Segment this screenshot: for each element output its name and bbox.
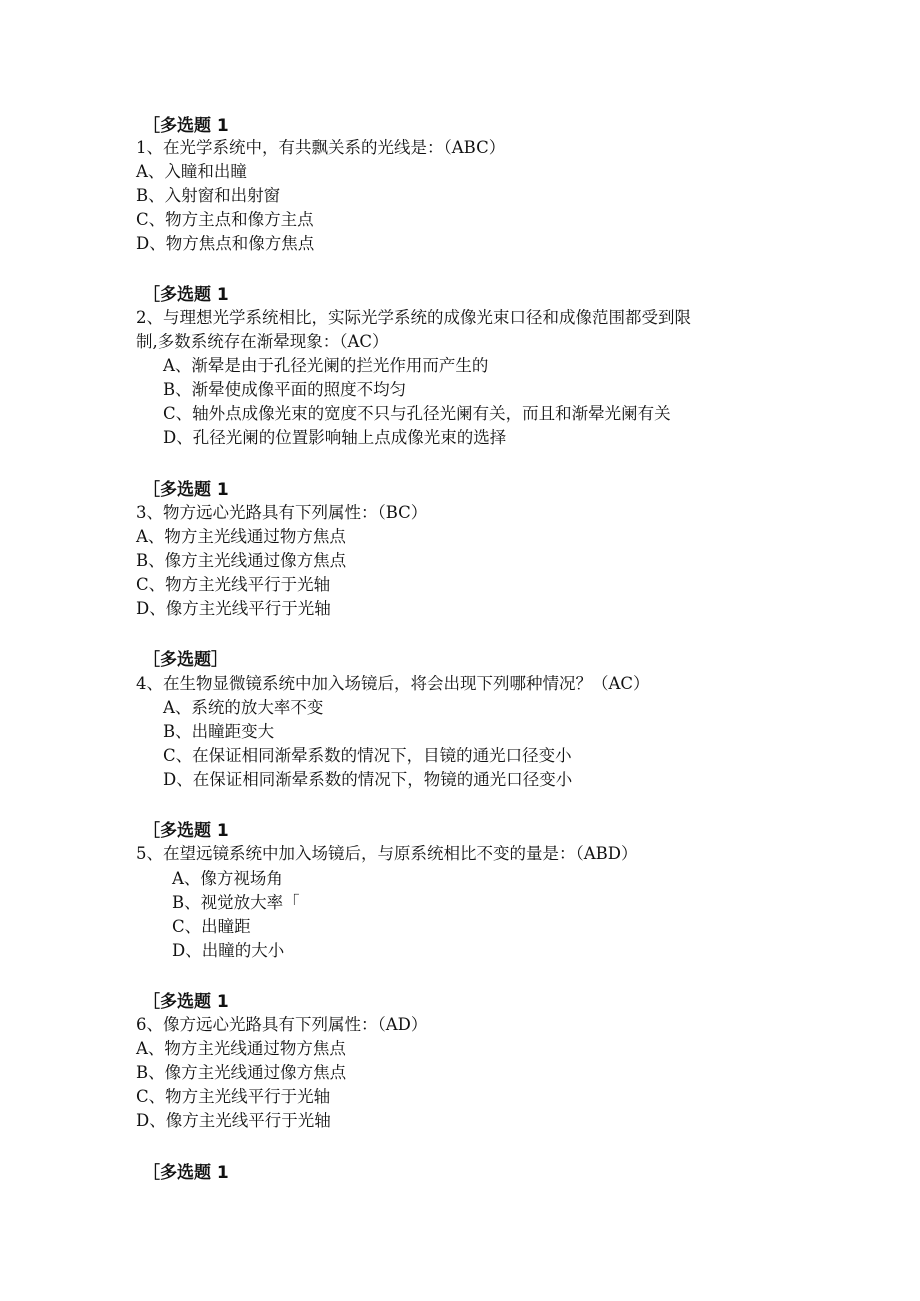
option-a: A、系统的放大率不变 [163,698,324,717]
question-type-header: ［多选题 1 [143,285,229,305]
option-b: B、渐晕使成像平面的照度不均匀 [163,380,407,399]
option-c: C、物方主光线平行于光轴 [136,1087,331,1106]
question-type-header: ［多选题 1 [143,480,229,500]
option-c: C、物方主点和像方主点 [136,210,314,229]
option-c: C、物方主光线平行于光轴 [136,575,331,594]
question-text: 1、在光学系统中，有共飘关系的光线是：（ABC） [136,138,506,157]
question-text: 2、与理想光学系统相比，实际光学系统的成像光束口径和成像范围都受到限 [136,308,691,327]
question-type-header: ［多选题 1 [143,992,229,1012]
question-type-header: ［多选题 1 [143,1163,229,1183]
question-type-header: ［多选题］ [143,650,228,670]
option-d: D、在保证相同渐晕系数的情况下，物镜的通光口径变小 [163,770,573,789]
option-c: C、在保证相同渐晕系数的情况下，目镜的通光口径变小 [163,746,572,765]
option-d: D、孔径光阑的位置影响轴上点成像光束的选择 [163,428,507,447]
option-d: D、出瞳的大小 [172,941,285,960]
option-d: D、像方主光线平行于光轴 [136,599,331,618]
option-d: D、物方焦点和像方焦点 [136,234,315,253]
question-type-header: ［多选题 1 [143,116,229,136]
option-b: B、入射窗和出射窗 [136,186,281,205]
option-a: A、入瞳和出瞳 [136,162,247,181]
option-b: B、像方主光线通过像方焦点 [136,551,347,570]
option-c: C、轴外点成像光束的宽度不只与孔径光阑有关，而且和渐晕光阑有关 [163,404,671,423]
question-text-continued: 制,多数系统存在渐晕现象：（AC） [136,332,389,351]
option-a: A、渐晕是由于孔径光阑的拦光作用而产生的 [163,356,489,375]
question-type-header: ［多选题 1 [143,821,229,841]
option-a: A、像方视场角 [172,869,283,888]
option-b: B、视觉放大率「 [172,893,300,912]
question-text: 3、物方远心光路具有下列属性：（BC） [136,503,428,522]
option-a: A、物方主光线通过物方焦点 [136,1039,346,1058]
question-text: 4、在生物显微镜系统中加入场镜后，将会出现下列哪种情况？（AC） [136,674,650,693]
option-b: B、像方主光线通过像方焦点 [136,1063,347,1082]
option-c: C、出瞳距 [172,917,251,936]
option-a: A、物方主光线通过物方焦点 [136,527,346,546]
question-text: 5、在望远镜系统中加入场镜后，与原系统相比不变的量是：（ABD） [136,844,638,863]
option-b: B、出瞳距变大 [163,722,275,741]
question-text: 6、像方远心光路具有下列属性：（AD） [136,1015,428,1034]
option-d: D、像方主光线平行于光轴 [136,1111,331,1130]
